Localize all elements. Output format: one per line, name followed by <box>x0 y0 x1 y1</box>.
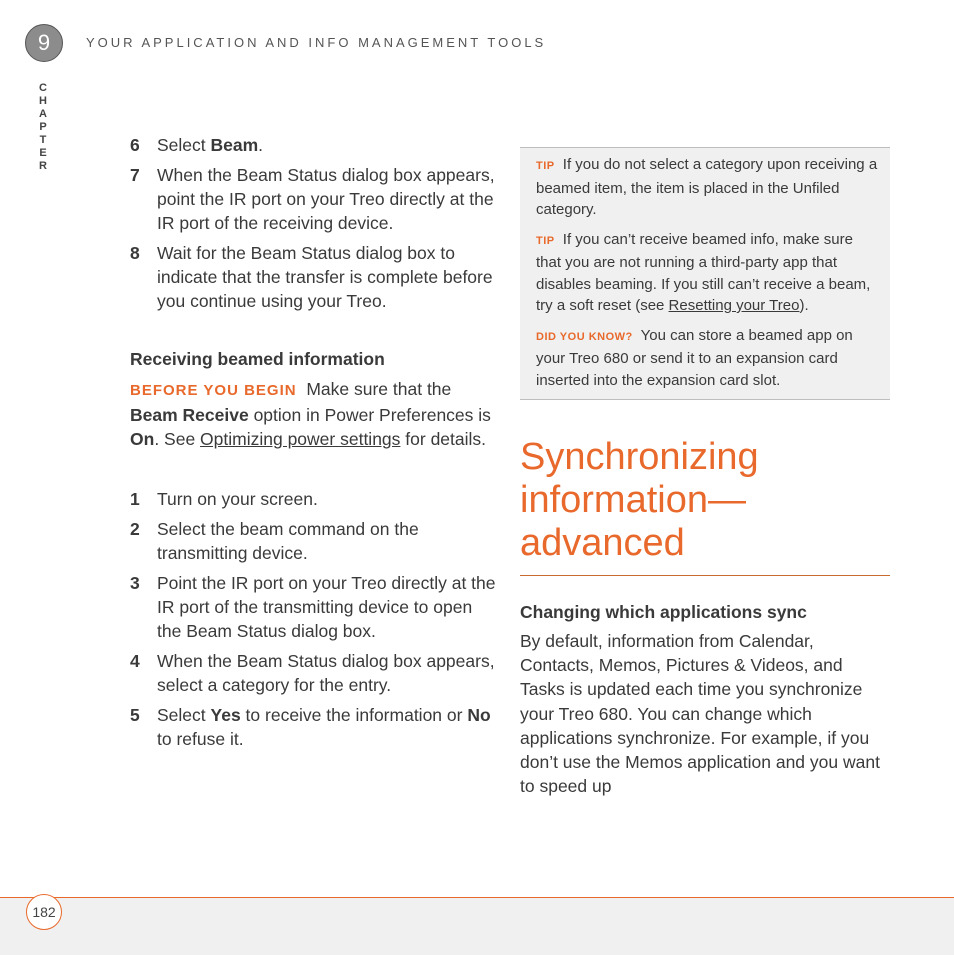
tip-text: If you can’t receive beamed info, make sure that you are not running a third-party app that disables beaming. If you still can’t receive a beam, try a soft reset (see <box>536 230 871 314</box>
left-column <box>130 133 500 757</box>
step-text: When the Beam Status dialog box appears, select a category for the entry. <box>157 651 495 695</box>
text: . See <box>154 429 201 449</box>
step-text: When the Beam Status dialog box appears, point the IR port on your Treo directly at the IR port of the receiving device. <box>157 165 495 233</box>
bold-text: On <box>130 429 155 449</box>
step-text: Select <box>157 135 211 155</box>
tip-text: ). <box>799 297 809 314</box>
sub-heading-changing-sync: Changing which applications sync <box>520 602 807 622</box>
right-column <box>520 147 890 798</box>
step-number: 3 <box>130 573 140 593</box>
text: to refuse it. <box>157 729 244 749</box>
step-number: 6 <box>130 135 140 155</box>
tip-2 <box>536 229 880 317</box>
text: Select <box>157 705 211 725</box>
tip-label: TIP <box>536 234 555 247</box>
text: for details. <box>400 429 487 449</box>
step-text: . <box>258 135 264 155</box>
step-number: 2 <box>130 519 140 539</box>
tip-text: You can store a beamed app on your Treo 680 or send it to an expansion card inserted into the expansion card slot. <box>536 326 853 389</box>
chapter-number-badge: 9 <box>25 24 63 62</box>
bold-text: Beam Receive <box>130 405 249 425</box>
before-you-begin <box>130 377 500 451</box>
step-text: Select the beam command on the transmitting device. <box>157 519 419 563</box>
step-8 <box>130 241 500 313</box>
did-you-know <box>536 325 880 392</box>
optimizing-power-settings-link[interactable]: Optimizing power settings <box>200 429 401 449</box>
footer-bar <box>0 897 954 955</box>
step-number: 8 <box>130 243 140 263</box>
tip-label: TIP <box>536 160 555 172</box>
chapter-label: CHAPTER <box>39 82 47 172</box>
step-number: 5 <box>130 705 140 725</box>
running-head: YOUR APPLICATION AND INFO MANAGEMENT TOOLS <box>86 35 547 50</box>
step-3 <box>130 571 500 643</box>
step-2 <box>130 517 500 565</box>
tip-text: If you do not select a category upon receiving a beamed item, the item is placed in the Unfiled category. <box>536 156 878 218</box>
step-bold: Beam <box>210 135 259 155</box>
text: to receive the information or <box>240 705 468 725</box>
section-title: Synchronizing information—advanced <box>520 436 890 576</box>
step-text: Wait for the Beam Status dialog box to indicate that the transfer is complete before you continue using your Treo. <box>157 243 493 311</box>
step-6 <box>130 133 500 157</box>
sub-heading-receiving: Receiving beamed information <box>130 349 385 369</box>
page-number: 182 <box>26 894 62 930</box>
bold-text: Yes <box>210 705 241 725</box>
body-paragraph: By default, information from Calendar, Contacts, Memos, Pictures & Videos, and Tasks is updated each time you synchronize your Treo 680. You can change which applications synchronize. For example, if you don’t use the Memos application and you want to speed up <box>520 631 880 797</box>
text: Make sure that the <box>306 379 452 399</box>
bold-text: No <box>467 705 491 725</box>
tip-box <box>520 147 890 400</box>
resetting-your-treo-link[interactable]: Resetting your Treo <box>668 297 800 314</box>
step-number: 1 <box>130 489 140 509</box>
step-number: 7 <box>130 165 140 185</box>
step-text: Point the IR port on your Treo directly at the IR port of the transmitting device to open the Beam Status dialog box. <box>157 573 496 641</box>
tip-1 <box>536 154 880 221</box>
step-4 <box>130 649 500 697</box>
text: option in Power Preferences is <box>248 405 491 425</box>
step-7 <box>130 163 500 235</box>
step-5 <box>130 703 500 751</box>
did-you-know-label: DID YOU KNOW? <box>536 330 633 343</box>
step-1 <box>130 487 500 511</box>
step-text: Turn on your screen. <box>157 489 318 509</box>
before-you-begin-label: BEFORE YOU BEGIN <box>130 382 297 399</box>
step-number: 4 <box>130 651 140 671</box>
